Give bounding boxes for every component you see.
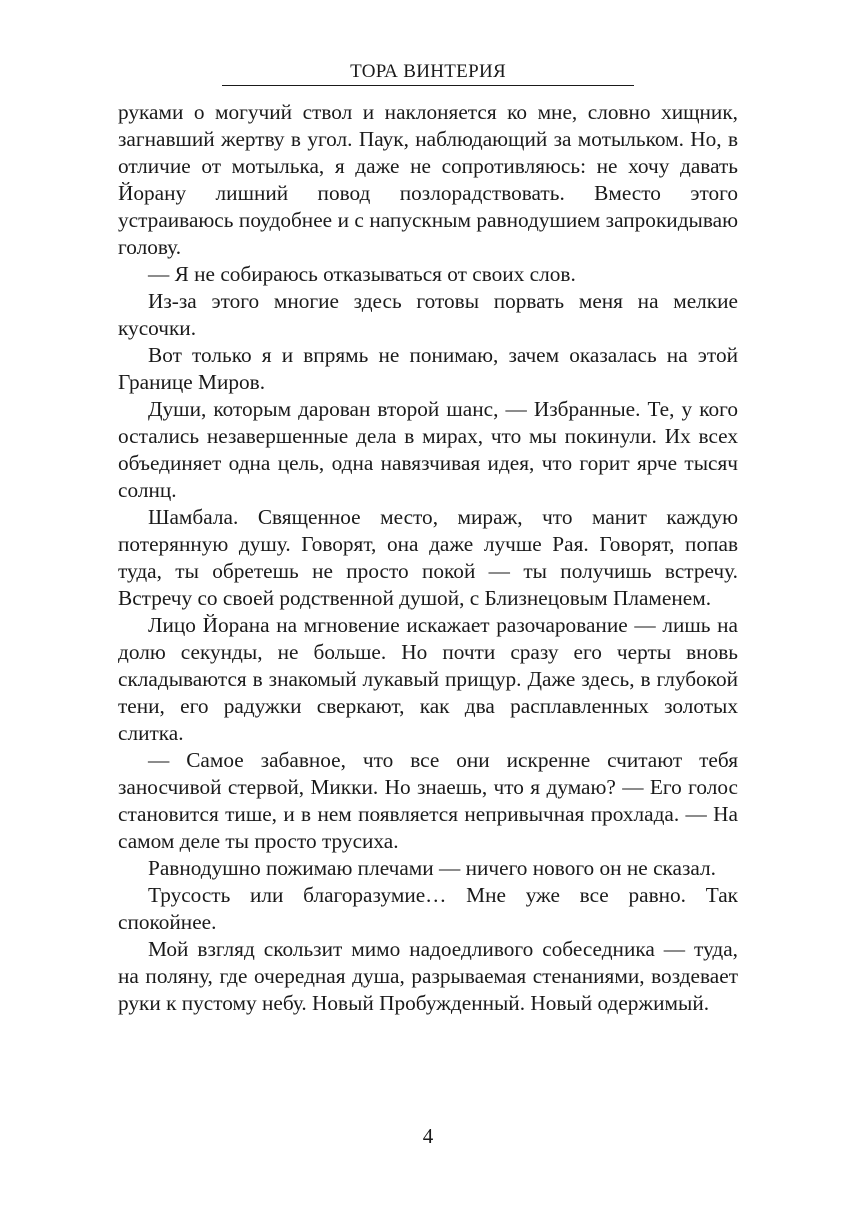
paragraph: Шамбала. Священное место, мираж, что манит каждую потерянную душу. Говорят, она даже лучше Рая. Говорят, попав туда, ты обретешь не просто покой — ты получишь встречу. Встречу со своей родственной душой, с Близнецовым Пламенем.: [118, 505, 738, 610]
page-text: [118, 99, 738, 1017]
running-head-title: ТОРА ВИНТЕРИЯ: [350, 61, 506, 82]
paragraph: Мой взгляд скользит мимо надоедливого собеседника — туда, на поляну, где очередная душа, разрываемая стенаниями, воздевает руки к пустому небу. Новый Пробужденный. Новый одержимый.: [118, 937, 738, 1015]
paragraph: Души, которым дарован второй шанс, — Избранные. Те, у кого остались незавершенные дела в мирах, что мы покинули. Их всех объединяет одна цель, одна навязчивая идея, что горит ярче тысяч солнц.: [118, 397, 738, 502]
paragraph: — Я не собираюсь отказываться от своих слов.: [148, 262, 576, 286]
paragraph: Из-за этого многие здесь готовы порвать меня на мелкие кусочки.: [118, 289, 738, 340]
paragraph: Лицо Йорана на мгновение искажает разочарование — лишь на долю секунды, не больше. Но почти сразу его черты вновь складываются в знакомый лукавый прищур. Даже здесь, в глубокой тени, его радужки сверкают, как два расплавленных золотых слитка.: [118, 613, 738, 745]
paragraph: Трусость или благоразумие… Мне уже все равно. Так спокойнее.: [118, 883, 738, 934]
paragraph: Равнодушно пожимаю плечами — ничего нового он не сказал.: [148, 856, 717, 880]
header-rule: [222, 85, 634, 86]
paragraph: Вот только я и впрямь не понимаю, зачем оказалась на этой Границе Миров.: [118, 343, 738, 394]
paragraph: руками о могучий ствол и наклоняется ко мне, словно хищник, загнавший жертву в угол. Паук, наблюдающий за мотыльком. Но, в отличие от мотылька, я даже не сопротивляюсь: не хочу давать Йорану лишний повод позлорадствовать. Вместо этого устраиваюсь поудобнее и с напускным равнодушием запрокидываю голову.: [118, 100, 738, 259]
paragraph: — Самое забавное, что все они искренне считают тебя заносчивой стервой, Микки. Но знаешь, что я думаю? — Его голос становится тише, и в нем появляется непривычная прохлада. — На самом деле ты просто трусиха.: [118, 748, 738, 853]
page-number: 4: [422, 1124, 434, 1148]
